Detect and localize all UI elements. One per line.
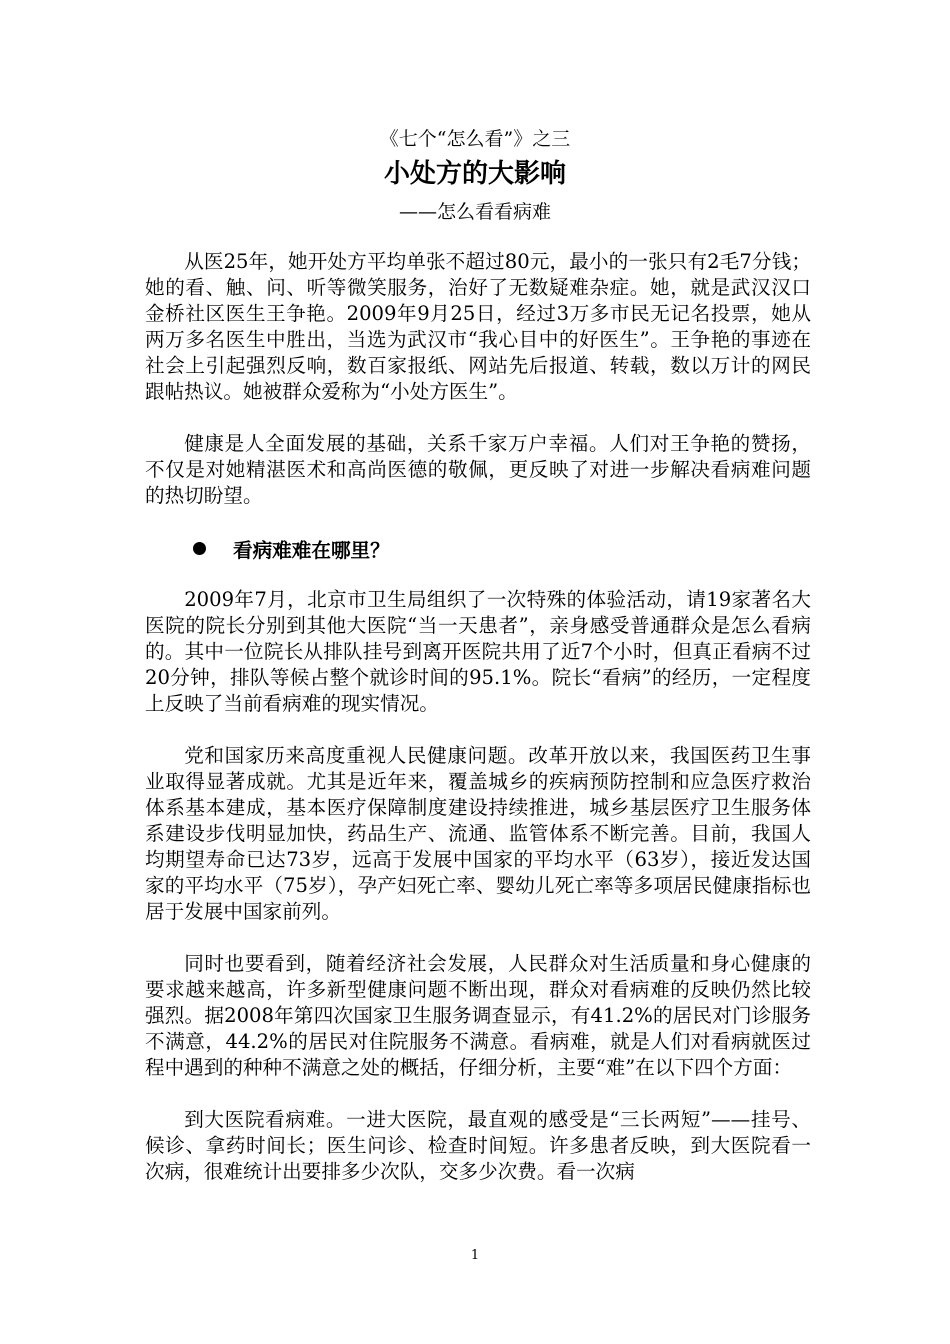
document-body bbox=[145, 249, 811, 1185]
paragraph-problems: 同时也要看到，随着经济社会发展，人民群众对生活质量和身心健康的要求越来越高，许多新型健康问题不断出现，群众对看病难的反映仍然比较强烈。据2008年第四次国家卫生服务调查显示，有41.2%的居民对门诊服务不满意，44.2%的居民对住院服务不满意。看病难，就是人们对看病就医过程中遇到的种种不满意之处的概括，仔细分析，主要“难”在以下四个方面： bbox=[145, 952, 811, 1079]
section-heading-text: 看病难难在哪里？ bbox=[233, 538, 390, 562]
paragraph-intro: 从医25年，她开处方平均单张不超过80元，最小的一张只有2毛7分钱；她的看、触、问、听等微笑服务，治好了无数疑难杂症。她，就是武汉汉口金桥社区医生王争艳。2009年9月25日，经过3万多市民无记名投票，她从两万多名医生中胜出，当选为武汉市“我心目中的好医生”。王争艳的事迹在社会上引起强烈反响，数百家报纸、网站先后报道、转载，数以万计的网民跟帖热议。她被群众爱称为“小处方医生”。 bbox=[145, 250, 811, 403]
page-title: 小处方的大影响 bbox=[383, 159, 566, 189]
page-subtitle: ——怎么看看病难 bbox=[398, 201, 551, 223]
paragraph-health: 健康是人全面发展的基础，关系千家万户幸福。人们对王争艳的赞扬，不仅是对她精湛医术和高尚医德的敬佩，更反映了对进一步解决看病难问题的热切盼望。 bbox=[145, 432, 811, 507]
series-title: 《七个“怎么看”》之三 bbox=[379, 128, 571, 150]
bullet-icon bbox=[193, 542, 206, 555]
paragraph-experience: 2009年7月，北京市卫生局组织了一次特殊的体验活动，请19家著名大医院的院长分别到其他大医院“当一天患者”，亲身感受普通群众是怎么看病的。其中一位院长从排队挂号到离开医院共用了近7个小时，但真正看病不过20分钟，排队等候占整个就诊时间的95.1%。院长“看病”的经历，一定程度上反映了当前看病难的现实情况。 bbox=[145, 588, 811, 715]
page-number: 1 bbox=[470, 1248, 480, 1263]
paragraph-big-hospital: 到大医院看病难。一进大医院，最直观的感受是“三长两短”——挂号、候诊、拿药时间长；医生问诊、检查时间短。许多患者反映，到大医院看一次病，很难统计出要排多少次队，交多少次费。看一次病 bbox=[145, 1108, 811, 1183]
paragraph-achievements: 党和国家历来高度重视人民健康问题。改革开放以来，我国医药卫生事业取得显著成就。尤其是近年来，覆盖城乡的疾病预防控制和应急医疗救治体系基本建成，基本医疗保障制度建设持续推进，城乡基层医疗卫生服务体系建设步伐明显加快，药品生产、流通、监管体系不断完善。目前，我国人均期望寿命已达73岁，远高于发展中国家的平均水平（63岁），接近发达国家的平均水平（75岁），孕产妇死亡率、婴幼儿死亡率等多项居民健康指标也居于发展中国家前列。 bbox=[145, 744, 811, 923]
section-heading bbox=[145, 535, 811, 561]
